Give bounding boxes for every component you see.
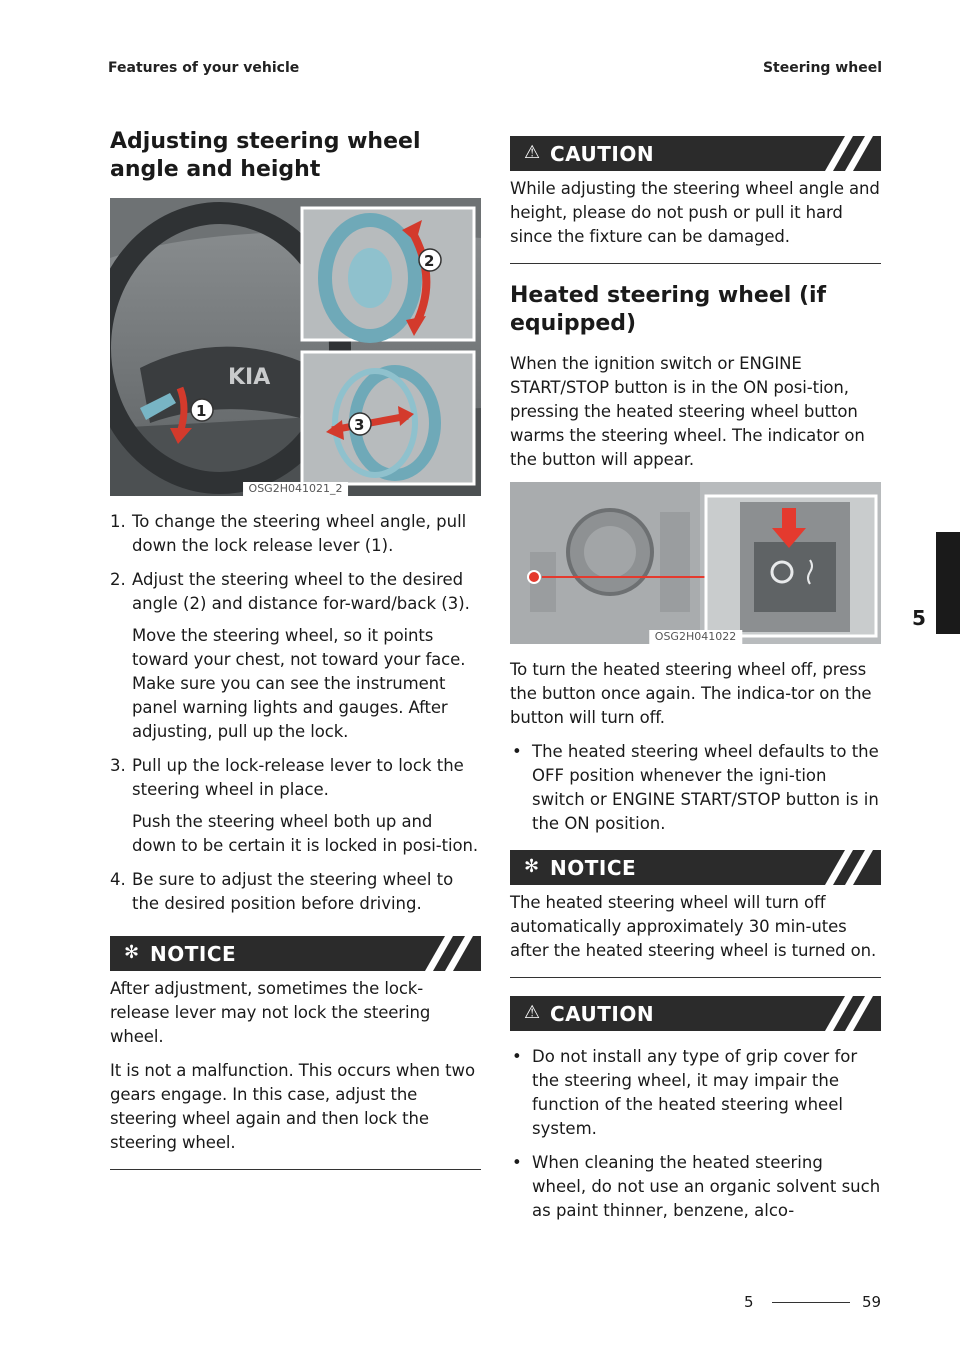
banner-slashes-decoration: [811, 850, 881, 885]
section-title-adjusting: Adjusting steering wheel angle and height: [110, 129, 421, 182]
section-title-heated: Heated steering wheel (if equipped): [510, 283, 827, 336]
chapter-tab-number: 5: [912, 606, 926, 630]
running-header-right: Steering wheel: [762, 60, 882, 76]
banner-slashes-decoration: [411, 936, 481, 971]
section-divider: [510, 263, 881, 264]
banner-slashes-decoration: [811, 136, 881, 171]
caution-bullet-list: [510, 1045, 881, 1223]
section-divider: [510, 977, 881, 978]
banner-slashes-decoration: [811, 996, 881, 1031]
list-item: 4. Be sure to adjust the steering wheel to the desired position before driving.: [110, 870, 454, 913]
asterisk-icon: ✻: [524, 856, 540, 877]
footer-divider: [772, 1302, 850, 1303]
chapter-side-tab: [936, 532, 960, 634]
steering-adjust-figure: [110, 198, 481, 496]
list-item: 3. Pull up the lock-release lever to lock the steering wheel in place. Push the steering wheel both up and down to be certain it is locked in posi-tion.: [110, 756, 478, 855]
turn-off-text: To turn the heated steering wheel off, press the button once again. The indica-tor on the button will turn off.: [510, 660, 872, 727]
notice-banner: ✻ NOTICE: [110, 936, 481, 971]
heated-button-illustration: [510, 482, 881, 644]
notice-banner: ✻ NOTICE: [510, 850, 881, 885]
heated-bullet-list: [510, 740, 881, 836]
notice-text: The heated steering wheel will turn off automatically approximately 30 min-utes after the heated steering wheel is turned on.: [510, 893, 877, 960]
list-item: • Do not install any type of grip cover for the steering wheel, it may impair the function of the heated steering wheel system.: [510, 1045, 881, 1141]
caution-banner: ⚠ CAUTION: [510, 996, 881, 1031]
right-column: [510, 136, 881, 1233]
caution-banner: ⚠ CAUTION: [510, 136, 881, 171]
svg-text:3: 3: [354, 416, 365, 434]
running-header-left: Features of your vehicle: [108, 60, 300, 76]
section-divider: [110, 1169, 481, 1170]
list-item: 1. To change the steering wheel angle, pull down the lock release lever (1).: [110, 512, 467, 555]
figure-code-label: OSG2H041022: [649, 630, 742, 644]
page-number: 59: [862, 1293, 882, 1311]
warning-triangle-icon: ⚠: [524, 1002, 541, 1023]
asterisk-icon: ✻: [124, 942, 140, 963]
footer-chapter-number: 5: [744, 1293, 754, 1311]
list-item: • When cleaning the heated steering wheel, do not use an organic solvent such as paint thinner, benzene, alco-: [510, 1151, 881, 1223]
notice-paragraph: It is not a malfunction. This occurs when two gears engage. In this case, adjust the steering wheel again and then lock the steering wheel.: [110, 1061, 475, 1152]
warning-triangle-icon: ⚠: [524, 142, 541, 163]
heated-button-figure: [510, 482, 881, 644]
steering-adjust-illustration: [110, 198, 481, 496]
svg-text:KIA: KIA: [228, 365, 271, 390]
notice-paragraph: After adjustment, sometimes the lock-release lever may not lock the steering wheel.: [110, 979, 431, 1046]
figure-code-label: OSG2H041021_2: [243, 482, 349, 496]
svg-text:2: 2: [424, 252, 435, 270]
heated-intro-text: When the ignition switch or ENGINE START/STOP button is in the ON posi-tion, pressing the heated steering wheel button warms the steering wheel. The indicator on the button will appear.: [510, 354, 865, 469]
list-item: 2. Adjust the steering wheel to the desired angle (2) and distance for-ward/back (3). Move the steering wheel, so it points toward your chest, not toward your face. Make sure you can see the instrument panel warning lights and gauges. After adjusting, pull up the lock.: [110, 570, 470, 741]
list-item: • The heated steering wheel defaults to the OFF position whenever the igni-tion switch or ENGINE START/STOP button is in the ON position.: [510, 740, 881, 836]
svg-text:1: 1: [196, 402, 207, 420]
caution-text: While adjusting the steering wheel angle and height, please do not push or pull it hard since the fixture can be damaged.: [510, 179, 880, 246]
adjust-steps-list: [110, 510, 481, 916]
left-column: [110, 128, 481, 1188]
